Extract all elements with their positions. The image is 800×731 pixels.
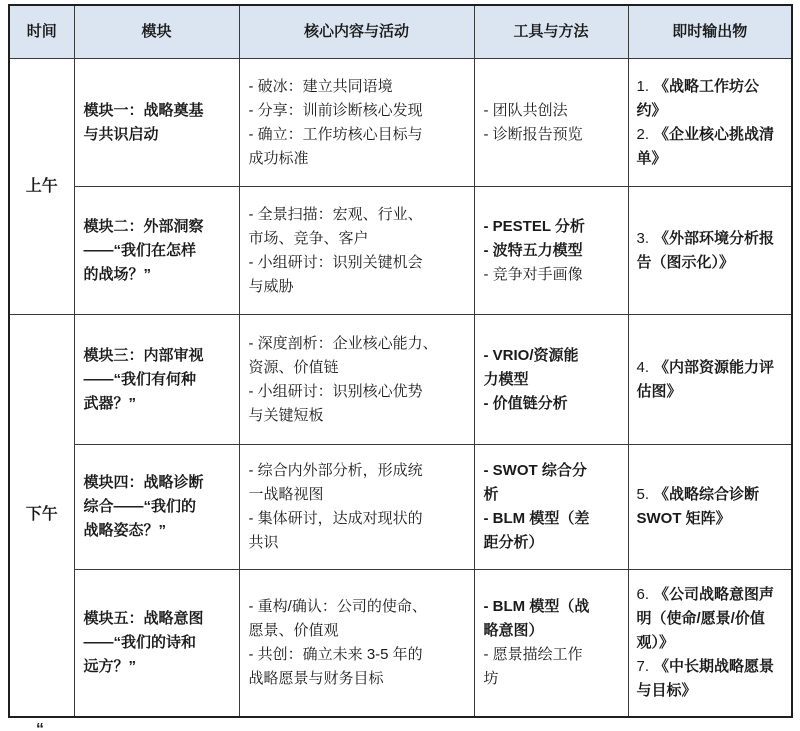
tool-line: - VRIO/资源能 力模型 xyxy=(483,346,579,388)
outputs-cell xyxy=(628,59,792,187)
tool-line: - SWOT 综合分 析 xyxy=(483,462,587,503)
content-line: - 集体研讨，达成对现状的 共识 xyxy=(248,510,423,551)
module-cell: 模块四：战略诊断 综合——“我们的 战略姿态？” xyxy=(74,445,239,570)
output-number: 2. xyxy=(636,125,650,143)
header-cell-tools: 工具与方法 xyxy=(474,5,628,59)
tool-line: - BLM 模型（战 略意图） xyxy=(483,597,590,639)
output-title: 《公司战略意图声 明（使命/愿景/价值 观）》 xyxy=(636,585,775,651)
time-cell-morning: 上午 xyxy=(9,59,74,315)
outputs-cell xyxy=(628,445,792,570)
output-title: 《中长期战略愿景 与目标》 xyxy=(636,657,775,699)
table-row xyxy=(9,570,792,717)
output-number: 6. xyxy=(636,585,650,603)
module-cell: 模块二：外部洞察 ——“我们在怎样 的战场？” xyxy=(74,187,239,315)
tool-line: - 波特五力模型 xyxy=(483,241,583,259)
tool-line: - BLM 模型（差 距分析） xyxy=(483,510,590,551)
output-number: 7. xyxy=(636,657,650,675)
module-cell: 模块三：内部审视 ——“我们有何种 武器？” xyxy=(74,315,239,445)
content-cell xyxy=(239,445,474,570)
header-cell-content: 核心内容与活动 xyxy=(239,5,474,59)
output-number: 1. xyxy=(636,77,650,95)
content-line: - 全景扫描：宏观、行业、 市场、竞争、客户 xyxy=(248,205,423,247)
content-line: - 分享：训前诊断核心发现 xyxy=(248,101,423,119)
output-item xyxy=(637,75,788,123)
workshop-agenda-table xyxy=(8,4,793,718)
output-item xyxy=(637,583,788,655)
time-cell-afternoon: 下午 xyxy=(9,315,74,717)
tools-cell xyxy=(474,315,628,445)
header-cell-time: 时间 xyxy=(9,5,74,59)
cutoff-text-mark: “ xyxy=(36,721,44,730)
outputs-cell xyxy=(628,570,792,717)
outputs-cell xyxy=(628,187,792,315)
module-cell: 模块一：战略奠基 与共识启动 xyxy=(74,59,239,187)
output-title: 《内部资源能力评 估图》 xyxy=(636,358,775,400)
content-line: - 破冰：建立共同语境 xyxy=(248,77,393,95)
output-item xyxy=(637,483,788,531)
content-line: - 深度剖析：企业核心能力、 资源、价值链 xyxy=(248,334,438,376)
content-line: - 综合内外部分析，形成统 一战略视图 xyxy=(248,462,423,503)
module-cell: 模块五：战略意图 ——“我们的诗和 远方？” xyxy=(74,570,239,717)
header-cell-module: 模块 xyxy=(74,5,239,59)
tool-line: - 诊断报告预览 xyxy=(483,125,583,143)
content-cell xyxy=(239,315,474,445)
content-cell xyxy=(239,570,474,717)
header-row xyxy=(9,5,792,59)
table-row xyxy=(9,315,792,445)
output-item xyxy=(637,123,788,171)
output-title: 《企业核心挑战清 单》 xyxy=(636,125,775,167)
table-row xyxy=(9,445,792,570)
tool-line: - 价值链分析 xyxy=(483,394,568,412)
tools-cell xyxy=(474,59,628,187)
output-number: 5. xyxy=(636,486,650,503)
tool-line: - PESTEL 分析 xyxy=(483,217,585,235)
output-title: 《战略综合诊断 SWOT 矩阵》 xyxy=(636,486,760,527)
outputs-cell xyxy=(628,315,792,445)
tools-cell xyxy=(474,445,628,570)
table-row xyxy=(9,187,792,315)
content-cell xyxy=(239,59,474,187)
tool-line: - 愿景描绘工作 坊 xyxy=(483,645,583,687)
output-item xyxy=(637,655,788,703)
content-line: - 确立：工作坊核心目标与 成功标准 xyxy=(248,125,423,167)
output-item xyxy=(637,356,788,404)
output-title: 《战略工作坊公 约》 xyxy=(636,77,760,119)
output-title: 《外部环境分析报 告（图示化）》 xyxy=(636,229,775,271)
content-line: - 重构/确认：公司的使命、 愿景、价值观 xyxy=(248,597,427,639)
content-cell xyxy=(239,187,474,315)
content-line: - 共创：确立未来 3-5 年的 战略愿景与财务目标 xyxy=(248,645,423,687)
output-number: 4. xyxy=(636,358,650,376)
tool-line: - 团队共创法 xyxy=(483,101,568,119)
content-line: - 小组研讨：识别核心优势 与关键短板 xyxy=(248,382,423,424)
content-line: - 小组研讨：识别关键机会 与威胁 xyxy=(248,253,423,295)
output-number: 3. xyxy=(636,229,650,247)
header-cell-outputs: 即时输出物 xyxy=(628,5,792,59)
table-row xyxy=(9,59,792,187)
output-item xyxy=(637,227,788,275)
tools-cell xyxy=(474,187,628,315)
tool-line: - 竞争对手画像 xyxy=(483,265,583,283)
tools-cell xyxy=(474,570,628,717)
